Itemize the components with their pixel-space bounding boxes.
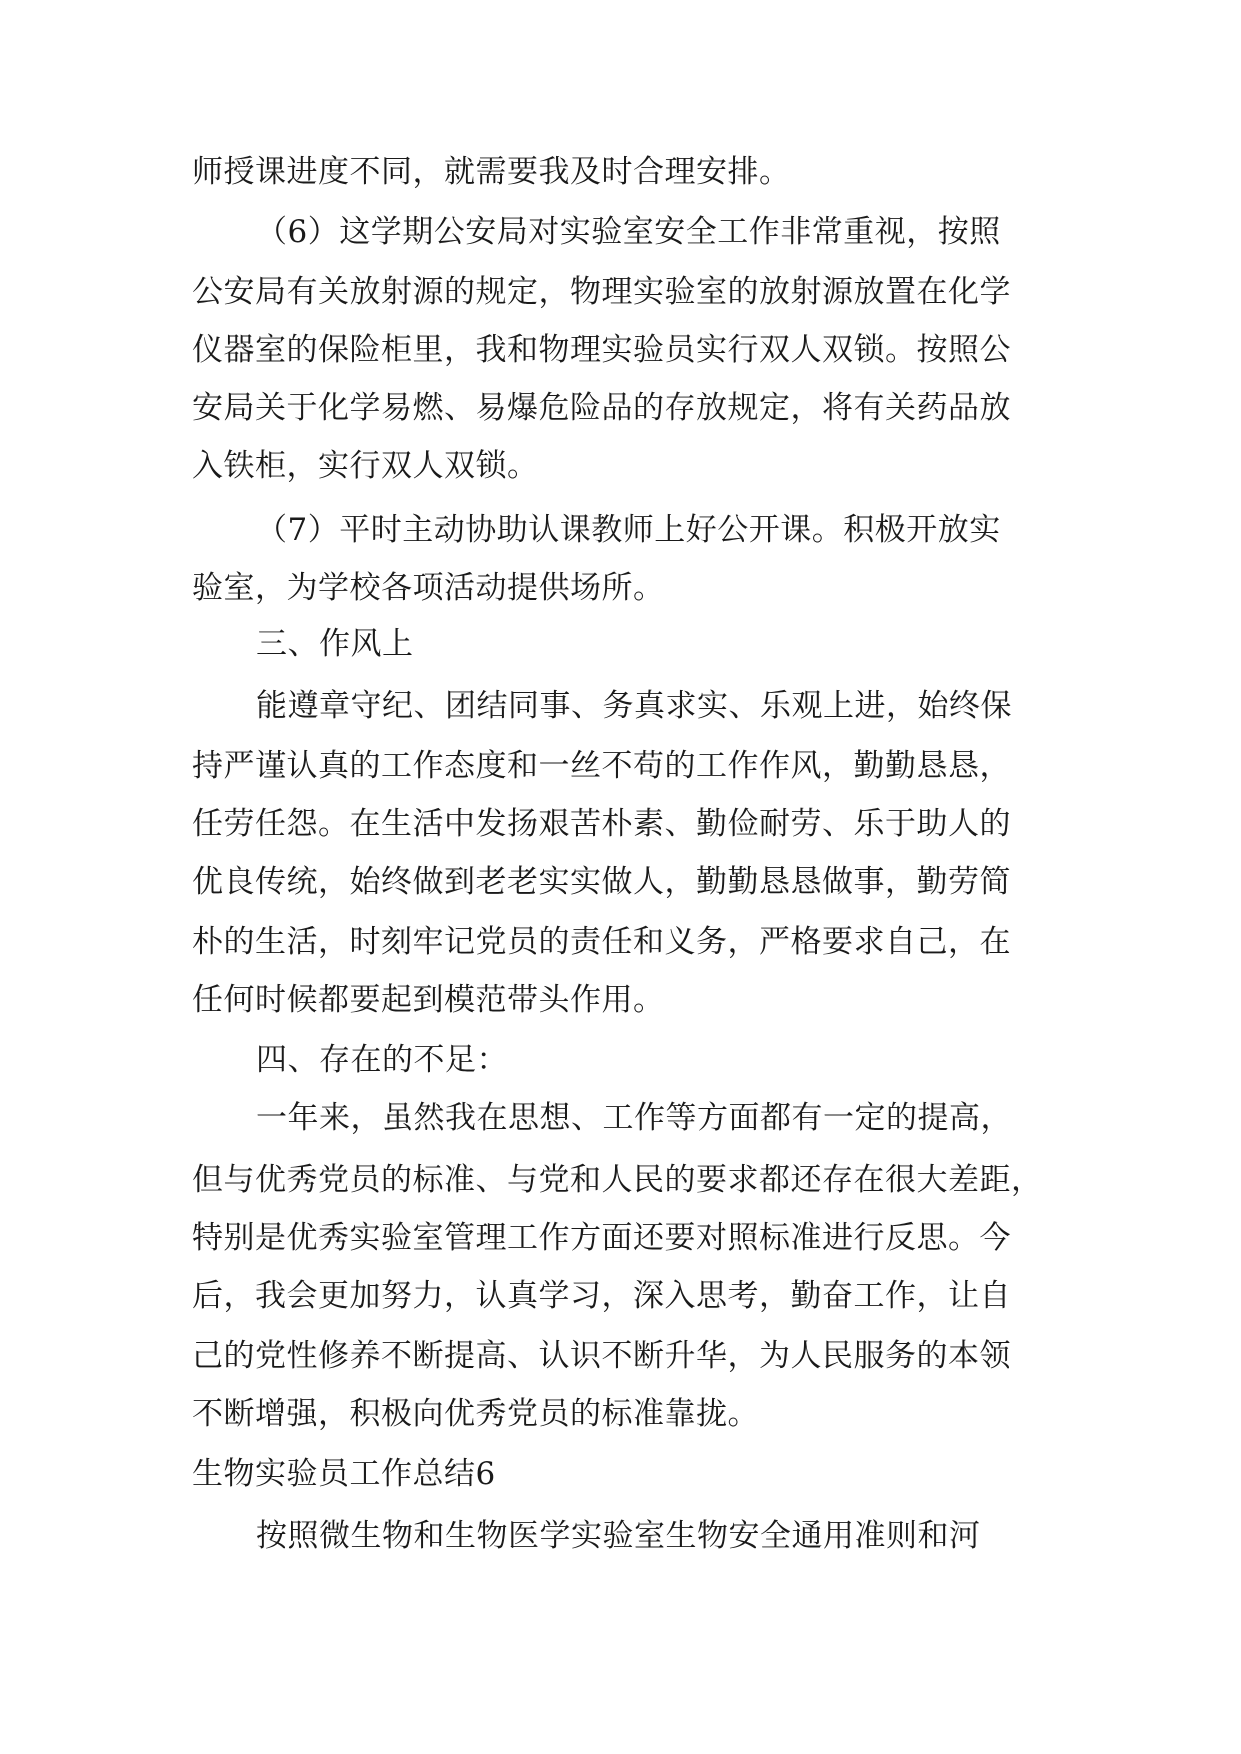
body-text-line: 后，我会更加努力，认真学习，深入思考，勤奋工作，让自 [192, 1278, 1011, 1314]
body-text-line: 朴的生活，时刻牢记党员的责任和义务，严格要求自己，在 [192, 924, 1011, 960]
section-heading-shortcomings: 四、存在的不足： [256, 1042, 508, 1078]
section-heading-style: 三、作风上 [256, 626, 414, 662]
numbered-paragraph-6: （6）这学期公安局对实验室安全工作非常重视，按照 [256, 214, 1001, 250]
body-text-line: 安局关于化学易燃、易爆危险品的存放规定，将有关药品放 [192, 390, 1011, 426]
body-text-line: 己的党性修养不断提高、认识不断升华，为人民服务的本领 [192, 1338, 1011, 1374]
body-text-line: 任劳任怨。在生活中发扬艰苦朴素、勤俭耐劳、乐于助人的 [192, 806, 1011, 842]
body-text-line: 任何时候都要起到模范带头作用。 [192, 982, 665, 1018]
paragraph-start: 按照微生物和生物医学实验室生物安全通用准则和河 [256, 1518, 981, 1554]
body-text-line: 特别是优秀实验室管理工作方面还要对照标准进行反思。今 [192, 1220, 1011, 1256]
body-text-line: 验室，为学校各项活动提供场所。 [192, 570, 665, 606]
body-text-line: 不断增强，积极向优秀党员的标准靠拢。 [192, 1396, 759, 1432]
body-text-line: 但与优秀党员的标准、与党和人民的要求都还存在很大差距， [192, 1162, 1043, 1198]
body-text-line: 持严谨认真的工作态度和一丝不苟的工作作风，勤勤恳恳， [192, 748, 1011, 784]
paragraph-start: 一年来，虽然我在思想、工作等方面都有一定的提高， [256, 1100, 1012, 1136]
body-text-line: 入铁柜，实行双人双锁。 [192, 448, 539, 484]
numbered-paragraph-7: （7）平时主动协助认课教师上好公开课。积极开放实 [256, 512, 1001, 548]
body-text-line: 仪器室的保险柜里，我和物理实验员实行双人双锁。按照公 [192, 332, 1011, 368]
body-text-line: 优良传统，始终做到老老实实做人，勤勤恳恳做事，勤劳简 [192, 864, 1011, 900]
paragraph-start: 能遵章守纪、团结同事、务真求实、乐观上进，始终保 [256, 688, 1012, 724]
body-text-line: 公安局有关放射源的规定，物理实验室的放射源放置在化学 [192, 274, 1011, 310]
document-section-title: 生物实验员工作总结6 [192, 1456, 496, 1492]
body-text-line: 师授课进度不同，就需要我及时合理安排。 [192, 154, 791, 190]
